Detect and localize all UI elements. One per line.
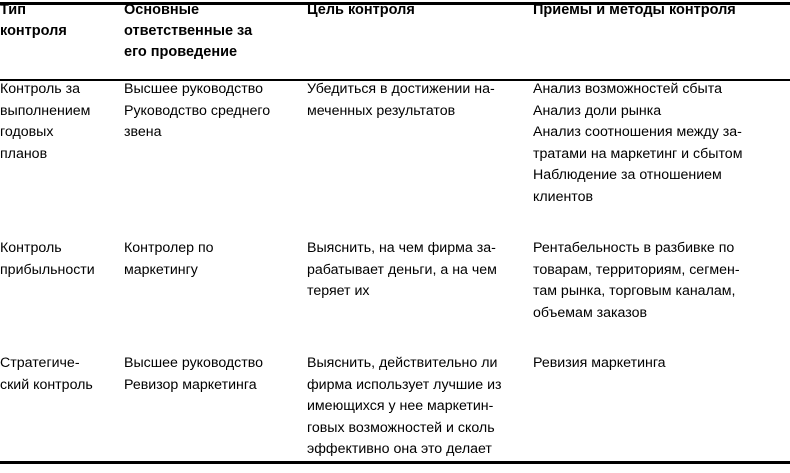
header-cell-goal — [307, 0, 533, 65]
cell-control-type — [0, 65, 124, 225]
header-cell-methods — [533, 0, 790, 65]
header-line: Приемы и методы контроля — [533, 2, 736, 18]
cell-goal — [307, 340, 533, 473]
header-cell-control-type — [0, 0, 124, 65]
header-line: Цель контроля — [307, 2, 415, 18]
cell-line: годовых — [0, 124, 54, 140]
header-line: ответственные за — [124, 23, 253, 39]
table-header — [0, 0, 790, 65]
cell-line: Наблюдение за отношением — [533, 167, 722, 183]
header-row — [0, 0, 790, 65]
cell-line: меченных результатов — [307, 102, 456, 119]
cell-line: там рынка, торговым каналам, — [533, 283, 736, 299]
cell-line: Убедиться в достижении на- — [307, 81, 495, 97]
table-row — [0, 65, 790, 225]
cell-control-type — [0, 225, 124, 340]
cell-line: говых возможностей и сколь — [307, 419, 495, 436]
cell-line: товарам, территориям, сегмен- — [533, 261, 740, 278]
cell-line: клиентов — [533, 188, 594, 205]
cell-line: планов — [0, 145, 48, 162]
cell-line: Контроль за — [0, 81, 80, 97]
cell-responsible — [124, 65, 307, 225]
header-line: Тип — [0, 2, 26, 18]
cell-control-type — [0, 340, 124, 473]
cell-line: Рентабельность в разбивке по — [533, 240, 735, 256]
cell-line: Контролер по — [124, 240, 214, 256]
cell-line: Контроль — [0, 240, 62, 256]
cell-line: Ревизия маркетинга — [533, 355, 666, 371]
cell-line: имеющихся у нее маркетин- — [307, 398, 494, 414]
cell-line: фирма использует лучшие из — [307, 376, 502, 393]
cell-methods — [533, 65, 790, 225]
cell-responsible — [124, 340, 307, 473]
cell-line: Высшее руководство — [124, 81, 264, 97]
cell-line: Выяснить, действительно ли — [307, 355, 498, 371]
table-row — [0, 340, 790, 473]
cell-line: выполнением — [0, 102, 91, 119]
cell-line: маркетингу — [124, 261, 198, 278]
cell-line: Руководство среднего — [124, 102, 271, 119]
cell-line: Анализ возможностей сбыта — [533, 81, 722, 97]
cell-responsible — [124, 225, 307, 340]
header-cell-responsible — [124, 0, 307, 65]
cell-line: эффективно она это делает — [307, 441, 492, 457]
cell-line: Ревизор маркетинга — [124, 376, 257, 393]
cell-line: тратами на маркетинг и сбытом — [533, 145, 743, 162]
cell-line: Стратегиче- — [0, 355, 80, 371]
cell-line: Выяснить, на чем фирма за- — [307, 240, 496, 256]
cell-line: ский контроль — [0, 376, 93, 393]
cell-methods — [533, 340, 790, 473]
cell-line: объемам заказов — [533, 304, 648, 321]
cell-line: теряет их — [307, 283, 370, 299]
table-row — [0, 225, 790, 340]
cell-methods — [533, 225, 790, 340]
cell-line: Высшее руководство — [124, 355, 264, 371]
cell-goal — [307, 225, 533, 340]
table-body — [0, 65, 790, 473]
header-line: его проведение — [124, 44, 238, 60]
header-line: Основные — [124, 2, 200, 18]
cell-line: Анализ доли рынка — [533, 102, 662, 119]
cell-line: рабатывает деньги, а на чем — [307, 261, 497, 278]
cell-line: прибыльности — [0, 261, 95, 278]
cell-line: звена — [124, 124, 162, 140]
cell-line: Анализ соотношения между за- — [533, 124, 742, 140]
header-line: контроля — [0, 23, 67, 39]
cell-goal — [307, 65, 533, 225]
